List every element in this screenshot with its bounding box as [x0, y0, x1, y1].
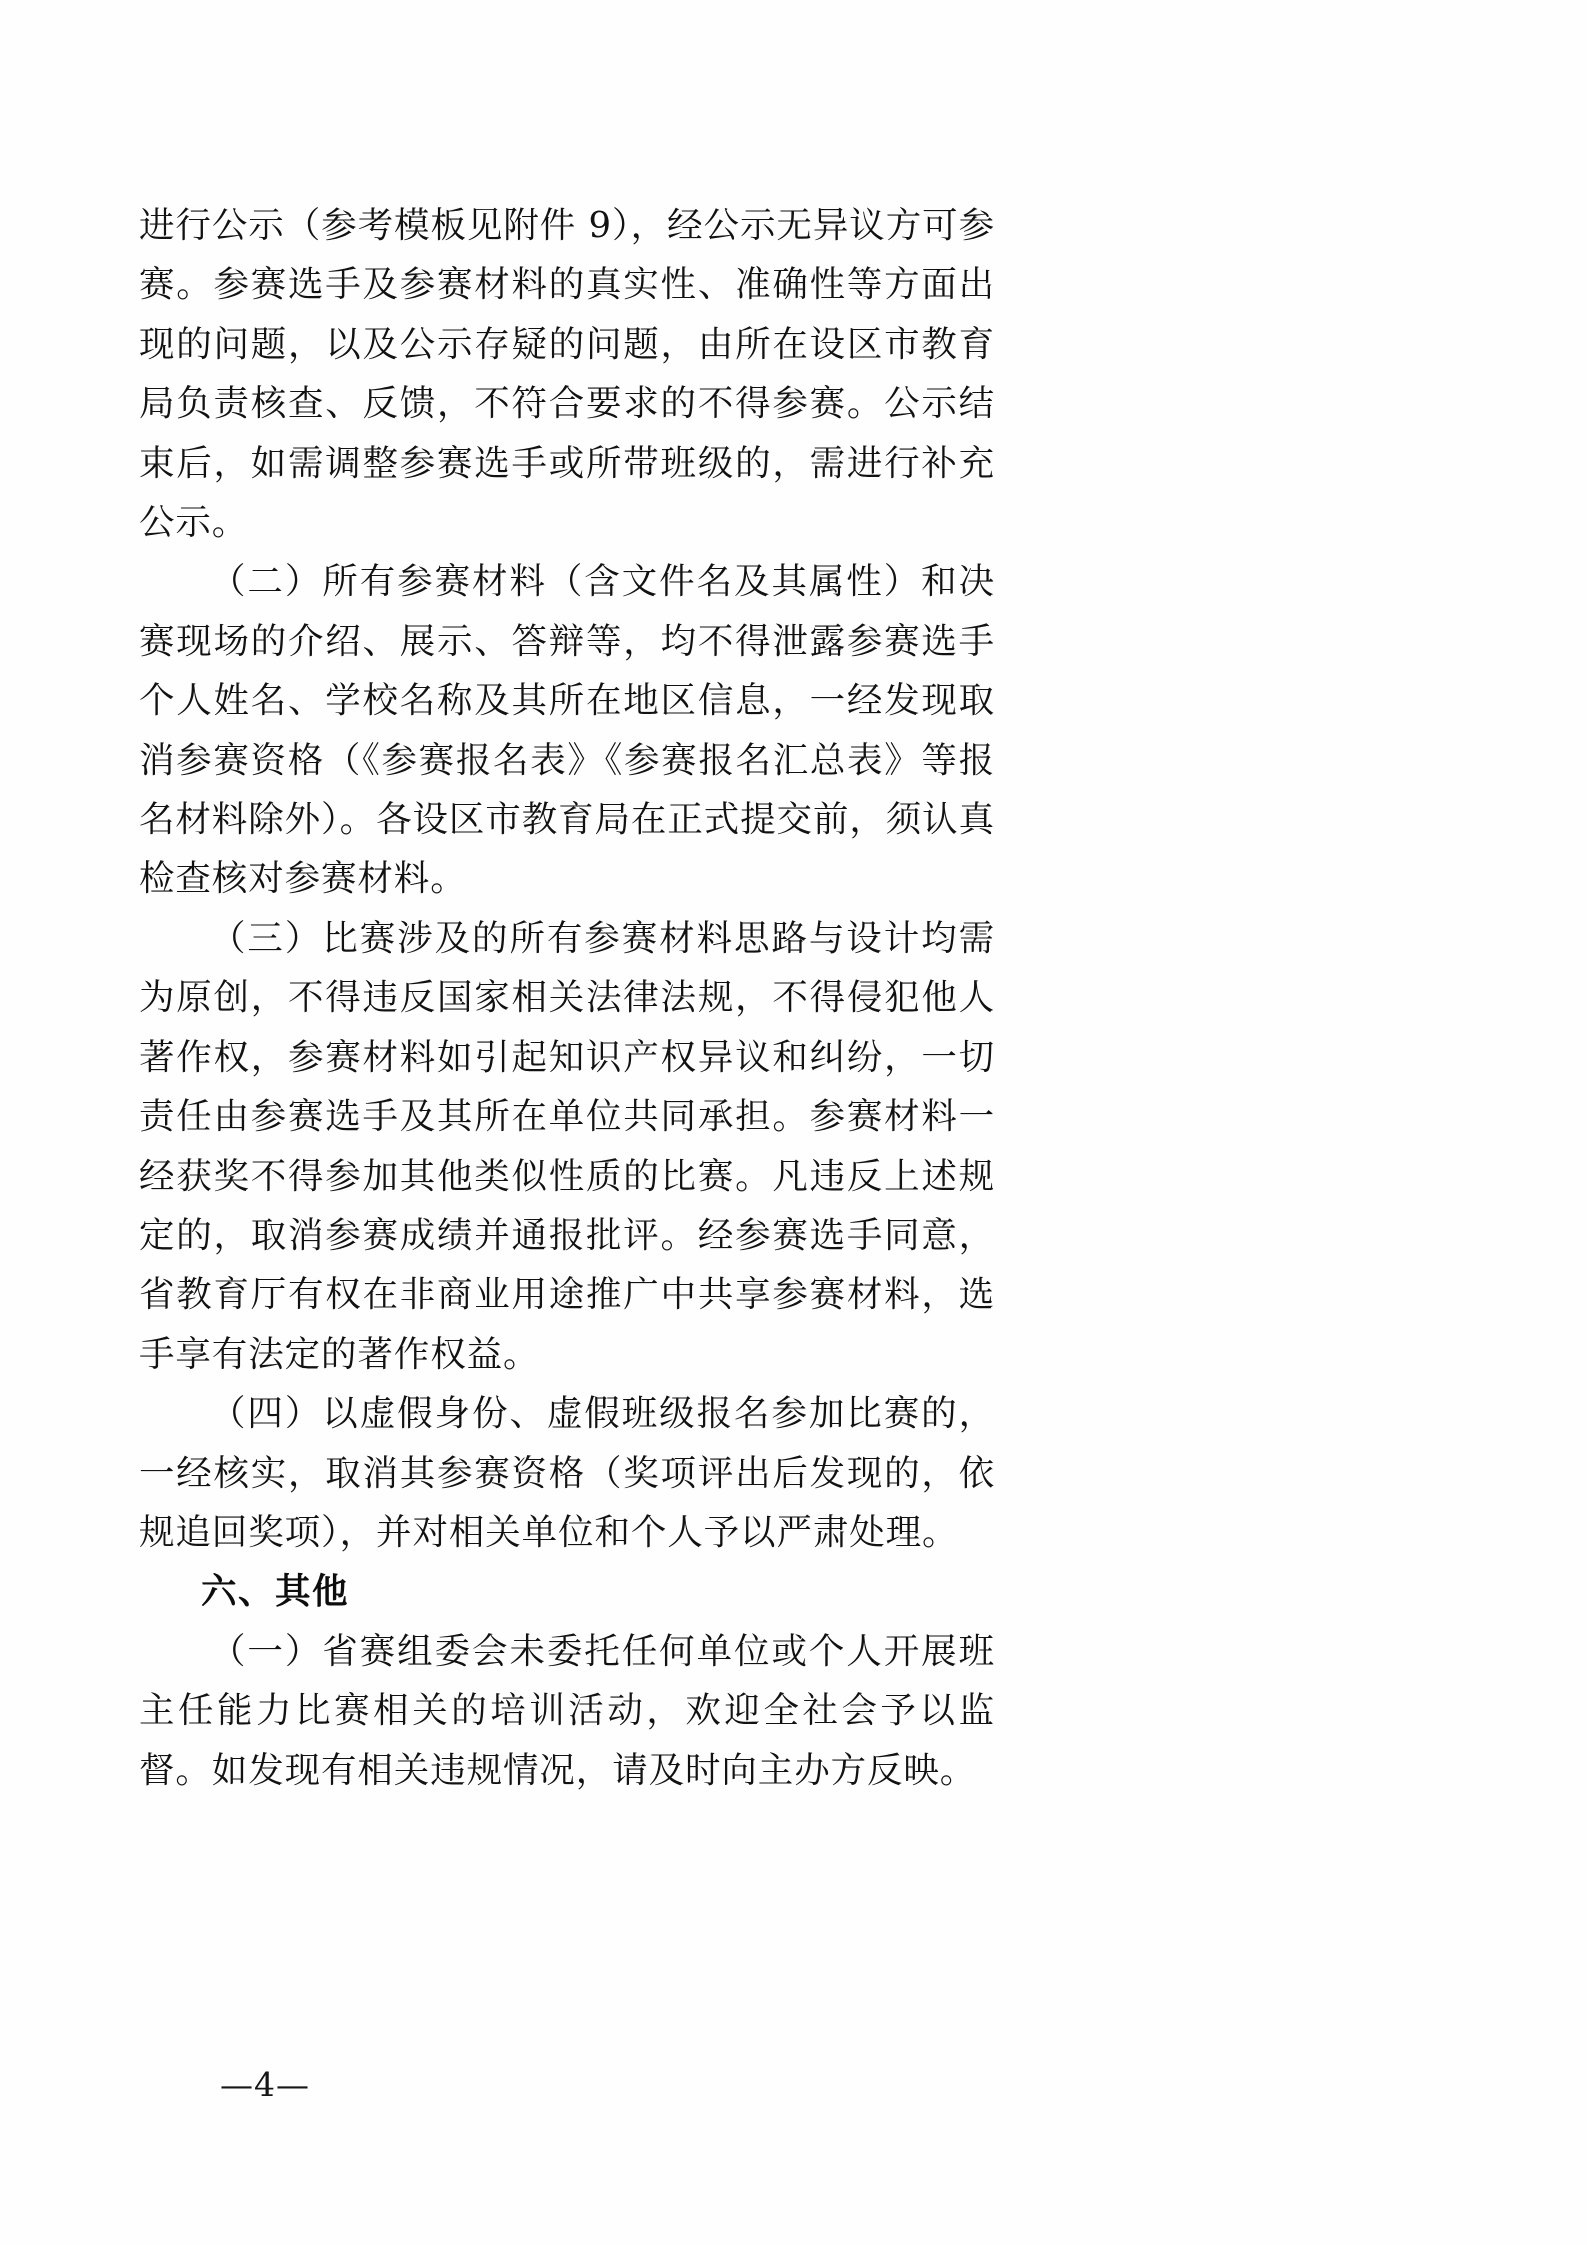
paragraph-continuation: 进行公示（参考模板见附件 9），经公示无异议方可参赛。参赛选手及参赛材料的真实性、准确性等方面出现的问题，以及公示存疑的问题，由所在设区市教育局负责核查、反馈，不符合要求的不得参赛。公示结束后，如需调整参赛选手或所带班级的，需进行补充公示。	[139, 205, 995, 544]
paragraph-item-three: （三）比赛涉及的所有参赛材料思路与设计均需为原创，不得违反国家相关法律法规，不得侵犯他人著作权，参赛材料如引起知识产权异议和纠纷，一切责任由参赛选手及其所在单位共同承担。参赛材料一经获奖不得参加其他类似性质的比赛。凡违反上述规定的，取消参赛成绩并通报批评。经参赛选手同意，省教育厅有权在非商业用途推广中共享参赛材料，选手享有法定的著作权益。	[139, 917, 995, 1375]
paragraph-item-two: （二）所有参赛材料（含文件名及其属性）和决赛现场的介绍、展示、答辩等，均不得泄露参赛选手个人姓名、学校名称及其所在地区信息，一经发现取消参赛资格（《参赛报名表》《参赛报名汇总表》等报名材料除外）。各设区市教育局在正式提交前，须认真检查核对参赛材料。	[139, 561, 995, 900]
paragraph-section-six-item-one: （一）省赛组委会未委托任何单位或个人开展班主任能力比赛相关的培训活动，欢迎全社会予以监督。如发现有相关违规情况，请及时向主办方反映。	[139, 1630, 995, 1791]
document-text-column	[139, 196, 995, 1800]
page-number: —4—	[220, 2065, 310, 2104]
section-heading-six-other: 六、其他	[201, 1571, 350, 1613]
paragraph-item-four: （四）以虚假身份、虚假班级报名参加比赛的，一经核实，取消其参赛资格（奖项评出后发现的，依规追回奖项），并对相关单位和个人予以严肃处理。	[139, 1393, 995, 1553]
